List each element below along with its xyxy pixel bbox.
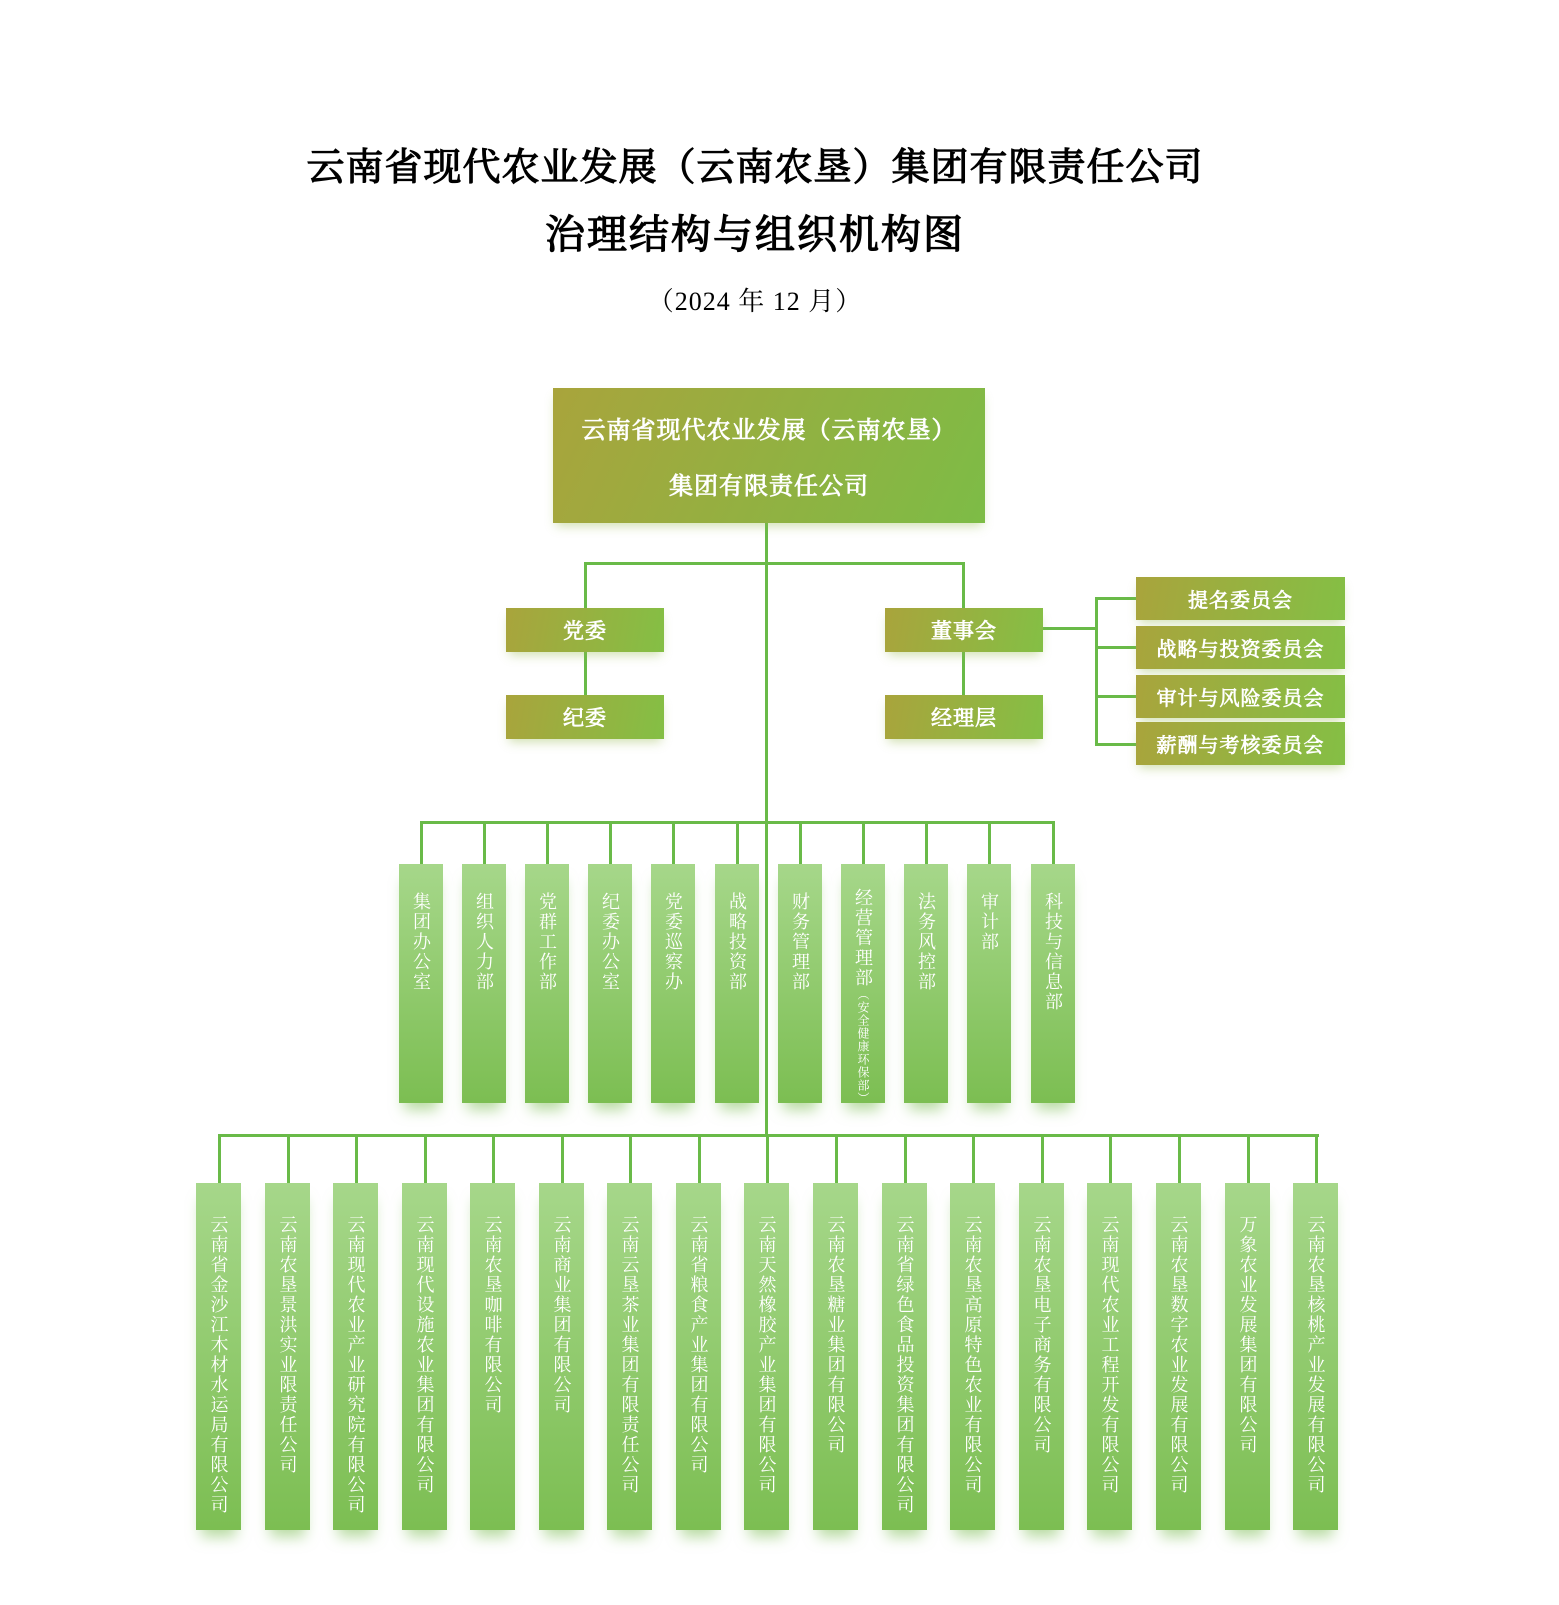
department-label: 组织人力部 <box>474 892 494 992</box>
strategy-investment-committee-node: 战略与投资委员会 <box>1136 626 1345 669</box>
nomination-committee-node: 提名委员会 <box>1136 577 1345 620</box>
subsidiary-bar <box>1225 1183 1270 1530</box>
connector-branch-committee-1 <box>1095 597 1138 600</box>
connector-dept-drop <box>1052 821 1055 865</box>
connector-branch-committee-4 <box>1095 743 1138 746</box>
subsidiary-bar <box>607 1183 652 1530</box>
subsidiary-label: 云南现代农业产业研究院有限公司 <box>345 1215 366 1515</box>
connector-dept-drop <box>483 821 486 865</box>
connector-dept-drop <box>925 821 928 865</box>
subsidiary-bar <box>676 1183 721 1530</box>
subsidiary-label: 云南省金沙江木材水运局有限公司 <box>208 1215 229 1515</box>
subsidiary-bar <box>1156 1183 1201 1530</box>
subsidiary-label: 云南省绿色食品投资集团有限公司 <box>894 1215 915 1515</box>
subsidiary-bar <box>539 1183 584 1530</box>
subsidiary-bar <box>882 1183 927 1530</box>
discipline-committee-node: 纪委 <box>506 695 664 739</box>
connector-sub-drop <box>1315 1134 1318 1184</box>
subsidiary-label: 云南现代农业工程开发有限公司 <box>1099 1215 1120 1495</box>
connector-sub-drop <box>424 1134 427 1184</box>
connector-sub-drop <box>355 1134 358 1184</box>
department-bar <box>588 864 632 1103</box>
subsidiary-label: 云南天然橡胶产业集团有限公司 <box>756 1215 777 1495</box>
connector-dept-drop <box>799 821 802 865</box>
subsidiary-label: 云南农垦电子商务有限公司 <box>1031 1215 1052 1455</box>
connector-sub-drop <box>287 1134 290 1184</box>
connector-sub-drop <box>1247 1134 1250 1184</box>
management-node: 经理层 <box>885 695 1043 739</box>
department-label: 法务风控部 <box>916 892 936 992</box>
connector-drop-board <box>962 562 965 608</box>
department-bar <box>1031 864 1075 1103</box>
connector-branch-committee-3 <box>1095 695 1138 698</box>
subsidiary-label: 云南农垦数字农业发展有限公司 <box>1168 1215 1189 1495</box>
subsidiary-label: 云南农垦核桃产业发展有限公司 <box>1305 1215 1326 1495</box>
connector-sub-drop <box>1178 1134 1181 1184</box>
chart-title-line1: 云南省现代农业发展（云南农垦）集团有限责任公司 <box>306 147 1204 189</box>
connector-dept-drop <box>546 821 549 865</box>
connector-trunk <box>765 523 768 1136</box>
department-label: 党群工作部 <box>537 892 557 992</box>
department-bar <box>462 864 506 1103</box>
department-label: 财务管理部 <box>790 892 810 992</box>
department-label: 集团办公室 <box>411 892 431 992</box>
department-label: 科技与信息部 <box>1043 892 1063 1012</box>
subsidiary-bar <box>196 1183 241 1530</box>
subsidiary-label: 云南云垦茶业集团有限责任公司 <box>619 1215 640 1495</box>
chart-title-line2: 治理结构与组织机构图 <box>545 212 965 257</box>
connector-board-management <box>962 652 965 695</box>
subsidiary-bar <box>950 1183 995 1530</box>
connector-sub-drop <box>698 1134 701 1184</box>
subsidiary-label: 云南农垦景洪实业限责任公司 <box>277 1215 298 1475</box>
department-label: 经营管理部 <box>853 888 873 988</box>
connector-bracket-vertical <box>1095 597 1098 746</box>
connector-sub-drop <box>1041 1134 1044 1184</box>
connector-drop-party-committee <box>584 562 587 608</box>
connector-dept-drop <box>988 821 991 865</box>
department-label: 战略投资部 <box>727 892 747 992</box>
department-label: 纪委办公室 <box>600 892 620 992</box>
connector-dept-drop <box>736 821 739 865</box>
subsidiary-bar <box>1293 1183 1338 1530</box>
connector-sub-drop <box>561 1134 564 1184</box>
connector-dept-drop <box>672 821 675 865</box>
subsidiary-label: 云南农垦糖业集团有限公司 <box>825 1215 846 1455</box>
connector-dept-drop <box>862 821 865 865</box>
connector-sub-drop <box>972 1134 975 1184</box>
department-sublabel: （安全健康环保部） <box>856 988 870 1105</box>
audit-risk-committee-node: 审计与风险委员会 <box>1136 675 1345 718</box>
connector-sub-drop <box>629 1134 632 1184</box>
department-bar <box>651 864 695 1103</box>
department-bar <box>399 864 443 1103</box>
subsidiary-bar <box>402 1183 447 1530</box>
connector-sub-drop <box>218 1134 221 1184</box>
connector-sub-drop <box>492 1134 495 1184</box>
subsidiary-label: 云南省粮食产业集团有限公司 <box>688 1215 709 1475</box>
subsidiary-bar <box>744 1183 789 1530</box>
connector-branch-committee-2 <box>1095 646 1138 649</box>
subsidiary-label: 云南现代设施农业集团有限公司 <box>414 1215 435 1495</box>
subsidiary-label: 云南农垦咖啡有限公司 <box>482 1215 503 1415</box>
connector-party-discipline <box>584 652 587 695</box>
chart-date: （2024 年 12 月） <box>647 287 863 316</box>
subsidiary-bar <box>813 1183 858 1530</box>
subsidiary-bar <box>470 1183 515 1530</box>
compensation-assessment-committee-node: 薪酬与考核委员会 <box>1136 722 1345 765</box>
subsidiary-label: 万象农业发展集团有限公司 <box>1237 1215 1258 1455</box>
subsidiary-bar <box>1087 1183 1132 1530</box>
department-bar <box>778 864 822 1103</box>
department-bar <box>904 864 948 1103</box>
root-company-name-line2: 集团有限责任公司 <box>669 473 869 501</box>
connector-board-bracket <box>1043 627 1098 630</box>
connector-sub-drop <box>766 1134 769 1184</box>
connector-top-bus <box>584 562 965 565</box>
board-node: 董事会 <box>885 608 1043 652</box>
subsidiary-label: 云南农垦高原特色农业有限公司 <box>962 1215 983 1495</box>
connector-dept-drop <box>609 821 612 865</box>
subsidiary-label: 云南商业集团有限公司 <box>551 1215 572 1415</box>
subsidiary-bar <box>333 1183 378 1530</box>
subsidiary-bar <box>1019 1183 1064 1530</box>
party-committee-node: 党委 <box>506 608 664 652</box>
department-bar <box>967 864 1011 1103</box>
subsidiary-bar <box>265 1183 310 1530</box>
department-label: 审计部 <box>979 892 999 952</box>
department-bar <box>715 864 759 1103</box>
department-bar <box>841 864 885 1103</box>
department-bar <box>525 864 569 1103</box>
connector-sub-drop <box>904 1134 907 1184</box>
root-company-node <box>553 388 985 523</box>
connector-sub-drop <box>835 1134 838 1184</box>
department-label: 党委巡察办 <box>663 892 683 992</box>
connector-sub-drop <box>1109 1134 1112 1184</box>
root-company-name-line1: 云南省现代农业发展（云南农垦） <box>581 416 957 444</box>
connector-dept-drop <box>420 821 423 865</box>
